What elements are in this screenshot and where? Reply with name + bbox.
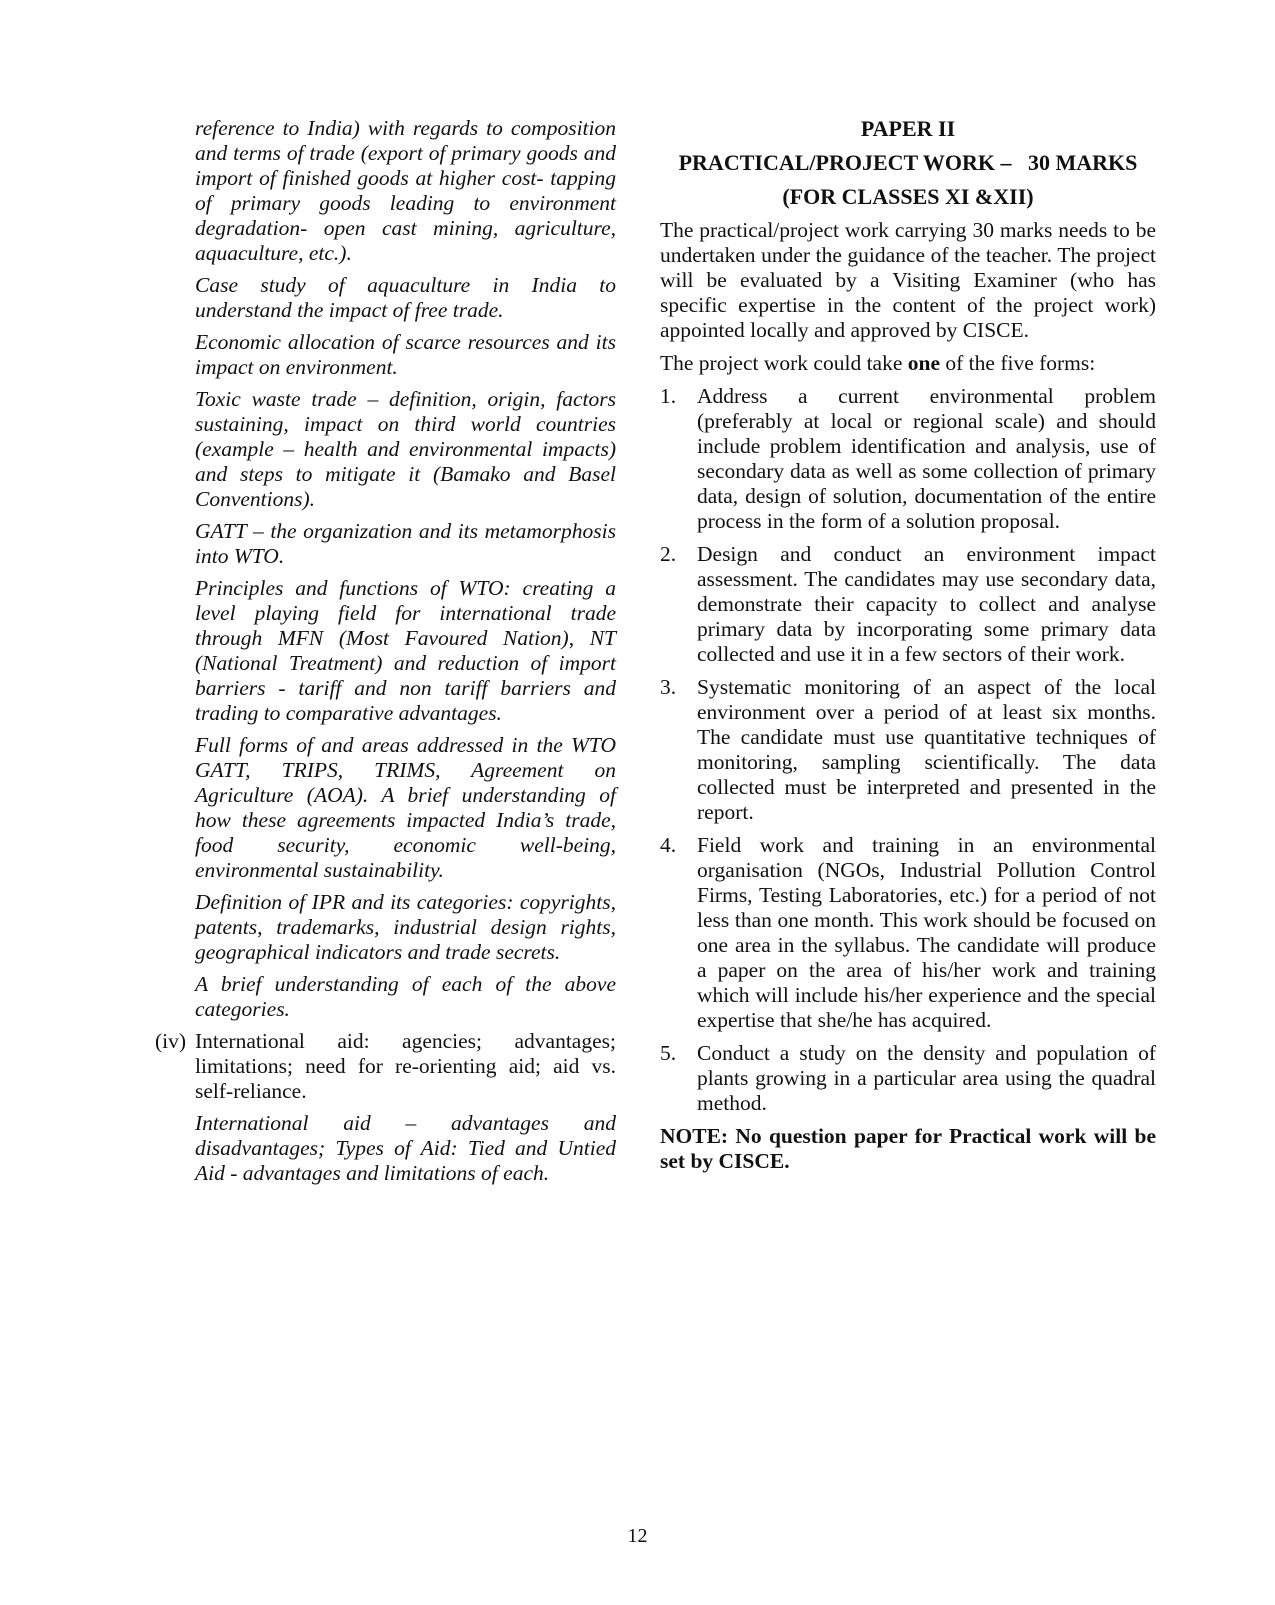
list-item-iv [155, 1029, 616, 1104]
paragraph-ipr-understanding: A brief understanding of each of the above categories. [195, 972, 616, 1021]
paragraph-trade-composition: reference to India) with regards to composition and terms of trade (export of primary goods and import of finished goods at higher cost- tapping of primary goods leading to environment degradation- open cast mining, agriculture, aquaculture, etc.). [195, 116, 616, 265]
paragraph-wto-principles: Principles and functions of WTO: creating a level playing field for international trade through MFN (Most Favoured Nation), NT (National Treatment) and reduction of import barriers - tariff and non tariff barriers and trading to comparative advantages. [195, 576, 616, 725]
paragraph-international-aid: International aid – advantages and disadvantages; Types of Aid: Tied and Untied Aid - advantages and limitations of each. [195, 1111, 616, 1185]
paragraph-aquaculture-case-study: Case study of aquaculture in India to understand the impact of free trade. [195, 273, 616, 322]
forms-intro-emphasis: one [907, 351, 941, 375]
list-item [660, 833, 1156, 1033]
list-marker: (iv) [155, 1029, 187, 1053]
intro-paragraph: The practical/project work carrying 30 marks needs to be undertaken under the guidance of the teacher. The project will be evaluated by a Visiting Examiner (who has specific expertise in the content of the project work) appointed locally and approved by CISCE. [660, 218, 1156, 342]
note: NOTE: No question paper for Practical work will be set by CISCE. [660, 1124, 1156, 1173]
forms-intro [660, 351, 1156, 376]
list-item-text: International aid: agencies; advantages; limitations; need for re-orienting aid; aid vs. self-reliance. [195, 1029, 616, 1103]
list-item-text: Conduct a study on the density and population of plants growing in a particular area using the quadral method. [697, 1041, 1156, 1115]
list-number: 5. [660, 1041, 677, 1065]
list-item [660, 384, 1156, 534]
forms-intro-text-end: of the five forms: [940, 351, 1096, 375]
section-heading: PRACTICAL/PROJECT WORK – 30 MARKS [678, 150, 1138, 175]
paragraph-ipr-definition: Definition of IPR and its categories: copyrights, patents, trademarks, industrial design rights, geographical indicators and trade secrets. [195, 890, 616, 964]
list-item-text: Systematic monitoring of an aspect of the local environment over a period of at least six months. The candidate must use quantitative techniques of monitoring, sampling scientifically. The data collected must be interpreted and presented in the report. [697, 675, 1156, 824]
paragraph-gatt: GATT – the organization and its metamorphosis into WTO. [195, 519, 616, 568]
list-item-text: Field work and training in an environmental organisation (NGOs, Industrial Pollution Control Firms, Testing Laboratories, etc.) for a period of not less than one month. This work should be focused on one area in the syllabus. The candidate will produce a paper on the area of his/her work and training which will include his/her experience and the special expertise that she/he has acquired. [697, 833, 1156, 1032]
paragraph-wto-agreements: Full forms of and areas addressed in the WTO GATT, TRIPS, TRIMS, Agreement on Agriculture (AOA). A brief understanding of how these agreements impacted India’s trade, food security, economic well-being, environmental sustainability. [195, 733, 616, 882]
list-item-text: Design and conduct an environment impact assessment. The candidates may use secondary data, demonstrate their capacity to collect and analyse primary data by incorporating some primary data collected and use it in a few sectors of their work. [697, 542, 1156, 666]
list-item-text: Address a current environmental problem (preferably at local or regional scale) and should include problem identification and analysis, use of secondary data as well as some collection of primary data, design of solution, documentation of the entire process in the form of a solution proposal. [697, 384, 1156, 533]
list-item [660, 675, 1156, 825]
forms-intro-text: The project work could take [660, 351, 908, 375]
list-item [660, 542, 1156, 667]
paragraph-toxic-waste-trade: Toxic waste trade – definition, origin, factors sustaining, impact on third world countries (example – health and environmental impacts) and steps to mitigate it (Bamako and Basel Conventions). [195, 387, 616, 511]
paper-heading: PAPER II [860, 116, 956, 141]
right-column [660, 116, 1156, 1174]
left-column [155, 116, 616, 1193]
paragraph-economic-allocation: Economic allocation of scarce resources and its impact on environment. [195, 330, 616, 379]
page-number: 12 [627, 1525, 648, 1547]
list-number: 1. [660, 384, 677, 408]
list-number: 2. [660, 542, 677, 566]
list-number: 4. [660, 833, 677, 857]
list-number: 3. [660, 675, 677, 699]
list-item [660, 1041, 1156, 1116]
classes-heading: (FOR CLASSES XI &XII) [782, 184, 1034, 209]
